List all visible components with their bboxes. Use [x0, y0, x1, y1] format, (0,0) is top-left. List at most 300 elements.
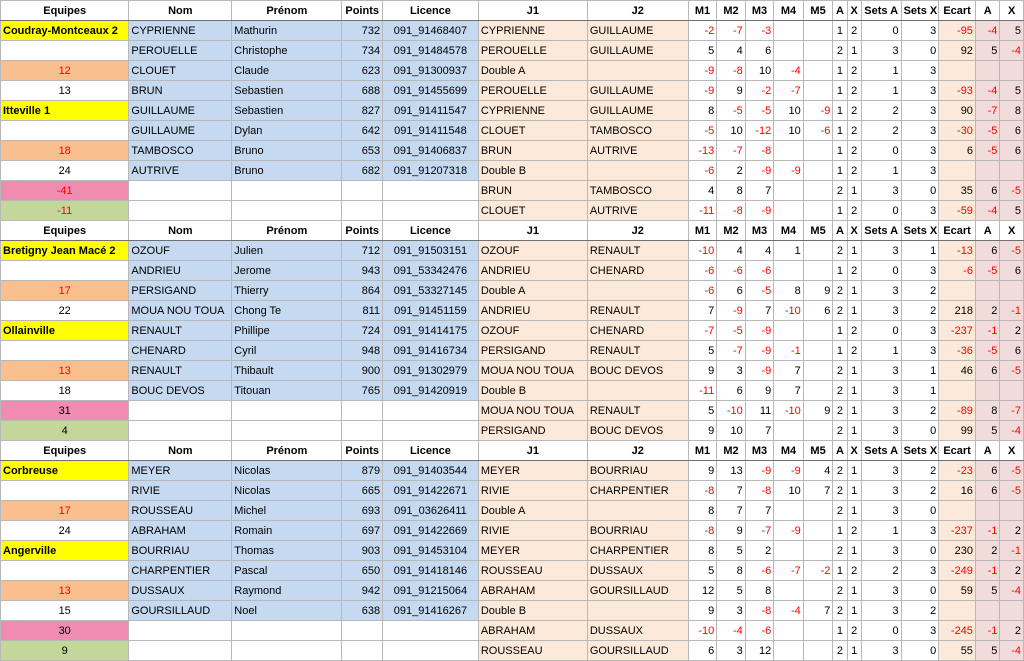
result-a-cell[interactable]: 2 — [833, 301, 847, 321]
result-x-cell[interactable]: 1 — [847, 601, 861, 621]
set-score-cell[interactable]: -8 — [717, 201, 746, 221]
set-score-cell[interactable]: 3 — [717, 641, 746, 661]
set-score-cell[interactable]: 7 — [803, 601, 833, 621]
set-score-cell[interactable]: -13 — [688, 141, 717, 161]
ecart-cell[interactable]: 35 — [939, 181, 976, 201]
player-firstname-cell[interactable] — [232, 401, 342, 421]
player-firstname-cell[interactable]: Thomas — [232, 541, 342, 561]
team-cell[interactable]: 22 — [1, 301, 129, 321]
points-a-cell[interactable]: 5 — [975, 641, 999, 661]
column-header[interactable]: Nom — [129, 441, 232, 461]
sets-x-cell[interactable]: 1 — [901, 241, 939, 261]
ecart-cell[interactable] — [939, 381, 976, 401]
licence-cell[interactable]: 091_91422671 — [383, 481, 479, 501]
result-a-cell[interactable]: 2 — [833, 41, 847, 61]
j1-cell[interactable]: CYPRIENNE — [478, 21, 587, 41]
player-name-cell[interactable] — [129, 201, 232, 221]
points-x-cell[interactable] — [1000, 601, 1024, 621]
player-firstname-cell[interactable]: Romain — [232, 521, 342, 541]
player-firstname-cell[interactable]: Sebastien — [232, 101, 342, 121]
player-name-cell[interactable]: GUILLAUME — [129, 121, 232, 141]
set-score-cell[interactable]: -9 — [688, 81, 717, 101]
points-cell[interactable]: 879 — [342, 461, 383, 481]
sets-x-cell[interactable]: 2 — [901, 481, 939, 501]
j1-cell[interactable]: PEROUELLE — [478, 41, 587, 61]
points-a-cell[interactable] — [975, 501, 999, 521]
set-score-cell[interactable] — [774, 501, 804, 521]
result-x-cell[interactable]: 1 — [847, 461, 861, 481]
column-header[interactable]: J2 — [587, 221, 688, 241]
sets-a-cell[interactable]: 3 — [861, 281, 901, 301]
player-firstname-cell[interactable]: Bruno — [232, 141, 342, 161]
sets-a-cell[interactable]: 3 — [861, 581, 901, 601]
result-x-cell[interactable]: 2 — [847, 81, 861, 101]
result-x-cell[interactable]: 2 — [847, 621, 861, 641]
licence-cell[interactable]: 091_91503151 — [383, 241, 479, 261]
player-firstname-cell[interactable]: Julien — [232, 241, 342, 261]
j1-cell[interactable]: ANDRIEU — [478, 301, 587, 321]
points-cell[interactable] — [342, 401, 383, 421]
set-score-cell[interactable]: 7 — [774, 381, 804, 401]
player-name-cell[interactable]: GOURSILLAUD — [129, 601, 232, 621]
result-a-cell[interactable]: 2 — [833, 501, 847, 521]
points-x-cell[interactable] — [1000, 161, 1024, 181]
column-header[interactable]: Ecart — [939, 1, 976, 21]
points-x-cell[interactable]: -4 — [1000, 41, 1024, 61]
column-header[interactable]: Sets X — [901, 1, 939, 21]
points-cell[interactable]: 734 — [342, 41, 383, 61]
column-header[interactable]: J1 — [478, 221, 587, 241]
sets-x-cell[interactable]: 1 — [901, 361, 939, 381]
column-header[interactable]: M3 — [745, 441, 774, 461]
sets-a-cell[interactable]: 1 — [861, 341, 901, 361]
set-score-cell[interactable]: 7 — [688, 301, 717, 321]
set-score-cell[interactable]: -9 — [745, 461, 774, 481]
player-name-cell[interactable]: CLOUET — [129, 61, 232, 81]
points-cell[interactable]: 864 — [342, 281, 383, 301]
set-score-cell[interactable]: -7 — [688, 321, 717, 341]
set-score-cell[interactable]: -10 — [688, 241, 717, 261]
sets-a-cell[interactable]: 3 — [861, 641, 901, 661]
licence-cell[interactable] — [383, 641, 479, 661]
player-firstname-cell[interactable]: Mathurin — [232, 21, 342, 41]
points-a-cell[interactable] — [975, 281, 999, 301]
points-x-cell[interactable]: 6 — [1000, 121, 1024, 141]
result-x-cell[interactable]: 2 — [847, 101, 861, 121]
player-name-cell[interactable]: MOUA NOU TOUA — [129, 301, 232, 321]
j1-cell[interactable]: Double B — [478, 601, 587, 621]
points-x-cell[interactable]: -1 — [1000, 301, 1024, 321]
player-name-cell[interactable]: RENAULT — [129, 321, 232, 341]
result-a-cell[interactable]: 2 — [833, 421, 847, 441]
j1-cell[interactable]: BRUN — [478, 141, 587, 161]
column-header[interactable]: J1 — [478, 1, 587, 21]
result-x-cell[interactable]: 1 — [847, 301, 861, 321]
points-x-cell[interactable]: 6 — [1000, 341, 1024, 361]
set-score-cell[interactable]: 8 — [717, 561, 746, 581]
player-firstname-cell[interactable]: Christophe — [232, 41, 342, 61]
result-a-cell[interactable]: 2 — [833, 601, 847, 621]
team-cell[interactable]: Bretigny Jean Macé 2 — [1, 241, 129, 261]
j1-cell[interactable]: Double B — [478, 381, 587, 401]
result-a-cell[interactable]: 2 — [833, 381, 847, 401]
licence-cell[interactable]: 091_53342476 — [383, 261, 479, 281]
set-score-cell[interactable]: -7 — [774, 81, 804, 101]
j2-cell[interactable]: RENAULT — [587, 341, 688, 361]
ecart-cell[interactable]: -23 — [939, 461, 976, 481]
ecart-cell[interactable]: -95 — [939, 21, 976, 41]
result-x-cell[interactable]: 2 — [847, 261, 861, 281]
set-score-cell[interactable] — [803, 161, 833, 181]
points-a-cell[interactable]: -4 — [975, 201, 999, 221]
set-score-cell[interactable]: -3 — [745, 21, 774, 41]
sets-x-cell[interactable]: 3 — [901, 201, 939, 221]
ecart-cell[interactable]: 46 — [939, 361, 976, 381]
set-score-cell[interactable]: -7 — [774, 561, 804, 581]
ecart-cell[interactable]: -59 — [939, 201, 976, 221]
points-a-cell[interactable]: -5 — [975, 341, 999, 361]
set-score-cell[interactable]: -10 — [688, 621, 717, 641]
set-score-cell[interactable]: 7 — [717, 501, 746, 521]
sets-a-cell[interactable]: 1 — [861, 161, 901, 181]
column-header[interactable]: M5 — [803, 1, 833, 21]
j2-cell[interactable]: RENAULT — [587, 301, 688, 321]
player-name-cell[interactable]: BRUN — [129, 81, 232, 101]
team-cell[interactable]: Coudray-Montceaux 2 — [1, 21, 129, 41]
set-score-cell[interactable]: -9 — [774, 161, 804, 181]
points-x-cell[interactable]: -1 — [1000, 541, 1024, 561]
column-header[interactable]: J2 — [587, 1, 688, 21]
j1-cell[interactable]: ABRAHAM — [478, 621, 587, 641]
column-header[interactable]: A — [975, 1, 999, 21]
set-score-cell[interactable]: -11 — [688, 201, 717, 221]
points-a-cell[interactable]: 6 — [975, 361, 999, 381]
set-score-cell[interactable]: -9 — [745, 321, 774, 341]
j2-cell[interactable]: CHENARD — [587, 261, 688, 281]
j2-cell[interactable]: RENAULT — [587, 401, 688, 421]
j2-cell[interactable]: GUILLAUME — [587, 81, 688, 101]
j2-cell[interactable] — [587, 501, 688, 521]
ecart-cell[interactable]: -13 — [939, 241, 976, 261]
sets-x-cell[interactable]: 3 — [901, 101, 939, 121]
points-cell[interactable]: 653 — [342, 141, 383, 161]
points-a-cell[interactable]: -4 — [975, 81, 999, 101]
result-x-cell[interactable]: 1 — [847, 401, 861, 421]
result-x-cell[interactable]: 1 — [847, 541, 861, 561]
sets-a-cell[interactable]: 3 — [861, 541, 901, 561]
points-x-cell[interactable]: 2 — [1000, 521, 1024, 541]
points-a-cell[interactable]: 5 — [975, 41, 999, 61]
j2-cell[interactable]: GOURSILLAUD — [587, 641, 688, 661]
points-a-cell[interactable]: 6 — [975, 481, 999, 501]
j1-cell[interactable]: MOUA NOU TOUA — [478, 361, 587, 381]
points-a-cell[interactable]: 8 — [975, 401, 999, 421]
licence-cell[interactable]: 091_91416734 — [383, 341, 479, 361]
ecart-cell[interactable]: -30 — [939, 121, 976, 141]
set-score-cell[interactable]: 6 — [688, 641, 717, 661]
j2-cell[interactable]: TAMBOSCO — [587, 121, 688, 141]
points-cell[interactable]: 900 — [342, 361, 383, 381]
result-a-cell[interactable]: 1 — [833, 521, 847, 541]
set-score-cell[interactable]: 7 — [745, 301, 774, 321]
player-name-cell[interactable]: ABRAHAM — [129, 521, 232, 541]
sets-x-cell[interactable]: 0 — [901, 181, 939, 201]
column-header[interactable]: Licence — [383, 441, 479, 461]
points-x-cell[interactable]: 5 — [1000, 201, 1024, 221]
column-header[interactable]: J2 — [587, 441, 688, 461]
team-cell[interactable] — [1, 261, 129, 281]
column-header[interactable]: Nom — [129, 1, 232, 21]
team-cell[interactable]: 17 — [1, 281, 129, 301]
player-name-cell[interactable]: MEYER — [129, 461, 232, 481]
points-x-cell[interactable]: -5 — [1000, 361, 1024, 381]
j1-cell[interactable]: RIVIE — [478, 521, 587, 541]
player-firstname-cell[interactable]: Nicolas — [232, 461, 342, 481]
points-cell[interactable]: 665 — [342, 481, 383, 501]
set-score-cell[interactable]: -6 — [717, 261, 746, 281]
column-header[interactable]: Ecart — [939, 221, 976, 241]
set-score-cell[interactable]: -5 — [717, 101, 746, 121]
player-firstname-cell[interactable]: Thibault — [232, 361, 342, 381]
set-score-cell[interactable] — [774, 181, 804, 201]
points-a-cell[interactable]: -1 — [975, 621, 999, 641]
sets-a-cell[interactable]: 3 — [861, 481, 901, 501]
set-score-cell[interactable]: -9 — [745, 361, 774, 381]
points-a-cell[interactable] — [975, 601, 999, 621]
ecart-cell[interactable] — [939, 281, 976, 301]
j1-cell[interactable]: MEYER — [478, 541, 587, 561]
set-score-cell[interactable]: -1 — [774, 341, 804, 361]
ecart-cell[interactable]: 218 — [939, 301, 976, 321]
player-name-cell[interactable]: BOUC DEVOS — [129, 381, 232, 401]
set-score-cell[interactable] — [774, 321, 804, 341]
set-score-cell[interactable]: 5 — [688, 341, 717, 361]
team-cell[interactable]: 13 — [1, 581, 129, 601]
set-score-cell[interactable]: 7 — [745, 181, 774, 201]
column-header[interactable]: A — [975, 221, 999, 241]
set-score-cell[interactable]: -9 — [745, 161, 774, 181]
points-cell[interactable]: 724 — [342, 321, 383, 341]
set-score-cell[interactable] — [774, 541, 804, 561]
ecart-cell[interactable] — [939, 161, 976, 181]
column-header[interactable]: J1 — [478, 441, 587, 461]
ecart-cell[interactable]: -249 — [939, 561, 976, 581]
licence-cell[interactable]: 091_91468407 — [383, 21, 479, 41]
points-cell[interactable]: 642 — [342, 121, 383, 141]
column-header[interactable]: Licence — [383, 1, 479, 21]
column-header[interactable]: A — [833, 441, 847, 461]
column-header[interactable]: X — [847, 1, 861, 21]
column-header[interactable]: M4 — [774, 221, 804, 241]
licence-cell[interactable]: 091_91302979 — [383, 361, 479, 381]
set-score-cell[interactable]: 9 — [803, 281, 833, 301]
result-a-cell[interactable]: 1 — [833, 141, 847, 161]
result-a-cell[interactable]: 1 — [833, 201, 847, 221]
set-score-cell[interactable]: -10 — [774, 301, 804, 321]
set-score-cell[interactable]: 4 — [745, 241, 774, 261]
column-header[interactable]: Prénom — [232, 1, 342, 21]
points-a-cell[interactable]: 5 — [975, 421, 999, 441]
player-firstname-cell[interactable] — [232, 201, 342, 221]
team-cell[interactable]: 24 — [1, 161, 129, 181]
set-score-cell[interactable] — [803, 521, 833, 541]
column-header[interactable]: A — [833, 221, 847, 241]
set-score-cell[interactable]: 4 — [803, 461, 833, 481]
set-score-cell[interactable] — [803, 41, 833, 61]
result-x-cell[interactable]: 1 — [847, 361, 861, 381]
points-cell[interactable]: 623 — [342, 61, 383, 81]
set-score-cell[interactable]: 7 — [745, 501, 774, 521]
team-cell[interactable]: 18 — [1, 141, 129, 161]
player-name-cell[interactable] — [129, 641, 232, 661]
sets-x-cell[interactable]: 3 — [901, 81, 939, 101]
sets-a-cell[interactable]: 0 — [861, 621, 901, 641]
set-score-cell[interactable]: -6 — [745, 561, 774, 581]
team-cell[interactable] — [1, 561, 129, 581]
team-cell[interactable]: 15 — [1, 601, 129, 621]
column-header[interactable]: Equipes — [1, 441, 129, 461]
set-score-cell[interactable]: -7 — [717, 21, 746, 41]
set-score-cell[interactable]: 13 — [717, 461, 746, 481]
result-a-cell[interactable]: 2 — [833, 241, 847, 261]
set-score-cell[interactable]: 7 — [774, 361, 804, 381]
set-score-cell[interactable] — [803, 641, 833, 661]
j1-cell[interactable]: ROUSSEAU — [478, 641, 587, 661]
column-header[interactable]: Points — [342, 1, 383, 21]
set-score-cell[interactable] — [803, 341, 833, 361]
set-score-cell[interactable]: -5 — [688, 121, 717, 141]
result-a-cell[interactable]: 2 — [833, 581, 847, 601]
j1-cell[interactable]: ANDRIEU — [478, 261, 587, 281]
sets-a-cell[interactable]: 0 — [861, 321, 901, 341]
column-header[interactable]: M1 — [688, 221, 717, 241]
column-header[interactable]: Sets A — [861, 221, 901, 241]
points-cell[interactable] — [342, 181, 383, 201]
licence-cell[interactable]: 091_91207318 — [383, 161, 479, 181]
set-score-cell[interactable]: 6 — [717, 281, 746, 301]
result-a-cell[interactable]: 1 — [833, 161, 847, 181]
set-score-cell[interactable] — [803, 541, 833, 561]
licence-cell[interactable]: 091_91215064 — [383, 581, 479, 601]
j2-cell[interactable]: BOURRIAU — [587, 521, 688, 541]
team-cell[interactable]: Corbreuse — [1, 461, 129, 481]
set-score-cell[interactable]: -7 — [745, 521, 774, 541]
points-a-cell[interactable]: -1 — [975, 521, 999, 541]
column-header[interactable]: M3 — [745, 221, 774, 241]
column-header[interactable]: Sets A — [861, 441, 901, 461]
set-score-cell[interactable]: -9 — [717, 301, 746, 321]
player-firstname-cell[interactable] — [232, 641, 342, 661]
points-x-cell[interactable]: 5 — [1000, 21, 1024, 41]
set-score-cell[interactable]: 10 — [774, 101, 804, 121]
set-score-cell[interactable]: 10 — [745, 61, 774, 81]
column-header[interactable]: Sets X — [901, 441, 939, 461]
column-header[interactable]: Licence — [383, 221, 479, 241]
j2-cell[interactable]: RENAULT — [587, 241, 688, 261]
result-x-cell[interactable]: 1 — [847, 501, 861, 521]
result-x-cell[interactable]: 2 — [847, 21, 861, 41]
set-score-cell[interactable]: -2 — [688, 21, 717, 41]
set-score-cell[interactable]: 9 — [688, 421, 717, 441]
ecart-cell[interactable]: 90 — [939, 101, 976, 121]
points-a-cell[interactable] — [975, 61, 999, 81]
j1-cell[interactable]: MEYER — [478, 461, 587, 481]
team-cell[interactable]: -11 — [1, 201, 129, 221]
set-score-cell[interactable]: 1 — [774, 241, 804, 261]
player-name-cell[interactable]: GUILLAUME — [129, 101, 232, 121]
set-score-cell[interactable] — [803, 381, 833, 401]
column-header[interactable]: Sets X — [901, 221, 939, 241]
column-header[interactable]: X — [1000, 221, 1024, 241]
points-cell[interactable]: 688 — [342, 81, 383, 101]
player-firstname-cell[interactable]: Cyril — [232, 341, 342, 361]
points-cell[interactable]: 682 — [342, 161, 383, 181]
player-firstname-cell[interactable] — [232, 421, 342, 441]
points-x-cell[interactable]: -4 — [1000, 641, 1024, 661]
column-header[interactable]: M2 — [717, 221, 746, 241]
set-score-cell[interactable]: 10 — [774, 121, 804, 141]
set-score-cell[interactable]: -5 — [717, 321, 746, 341]
result-x-cell[interactable]: 2 — [847, 161, 861, 181]
team-cell[interactable] — [1, 121, 129, 141]
sets-x-cell[interactable]: 2 — [901, 401, 939, 421]
points-a-cell[interactable]: 2 — [975, 301, 999, 321]
player-firstname-cell[interactable]: Sebastien — [232, 81, 342, 101]
set-score-cell[interactable]: 5 — [717, 581, 746, 601]
licence-cell[interactable]: 091_91411547 — [383, 101, 479, 121]
column-header[interactable]: Prénom — [232, 441, 342, 461]
set-score-cell[interactable] — [774, 141, 804, 161]
j2-cell[interactable]: CHARPENTIER — [587, 541, 688, 561]
player-name-cell[interactable] — [129, 421, 232, 441]
result-a-cell[interactable]: 2 — [833, 361, 847, 381]
points-cell[interactable]: 948 — [342, 341, 383, 361]
result-x-cell[interactable]: 1 — [847, 581, 861, 601]
points-a-cell[interactable]: 6 — [975, 241, 999, 261]
team-cell[interactable]: Itteville 1 — [1, 101, 129, 121]
result-x-cell[interactable]: 1 — [847, 641, 861, 661]
result-a-cell[interactable]: 1 — [833, 261, 847, 281]
set-score-cell[interactable]: -9 — [774, 521, 804, 541]
licence-cell[interactable]: 091_91422669 — [383, 521, 479, 541]
team-cell[interactable]: 4 — [1, 421, 129, 441]
points-x-cell[interactable]: 2 — [1000, 621, 1024, 641]
set-score-cell[interactable] — [774, 21, 804, 41]
j2-cell[interactable]: AUTRIVE — [587, 201, 688, 221]
points-x-cell[interactable]: 5 — [1000, 81, 1024, 101]
team-cell[interactable] — [1, 481, 129, 501]
sets-a-cell[interactable]: 0 — [861, 201, 901, 221]
column-header[interactable]: M4 — [774, 1, 804, 21]
points-cell[interactable]: 943 — [342, 261, 383, 281]
j1-cell[interactable]: BRUN — [478, 181, 587, 201]
j1-cell[interactable]: PERSIGAND — [478, 341, 587, 361]
set-score-cell[interactable]: 9 — [688, 361, 717, 381]
set-score-cell[interactable]: 5 — [688, 401, 717, 421]
player-firstname-cell[interactable] — [232, 181, 342, 201]
set-score-cell[interactable] — [803, 21, 833, 41]
set-score-cell[interactable]: -6 — [688, 161, 717, 181]
set-score-cell[interactable] — [803, 361, 833, 381]
set-score-cell[interactable]: 8 — [688, 101, 717, 121]
result-x-cell[interactable]: 2 — [847, 561, 861, 581]
player-name-cell[interactable]: CHENARD — [129, 341, 232, 361]
player-firstname-cell[interactable]: Chong Te — [232, 301, 342, 321]
player-firstname-cell[interactable]: Dylan — [232, 121, 342, 141]
result-a-cell[interactable]: 1 — [833, 621, 847, 641]
licence-cell[interactable]: 091_91414175 — [383, 321, 479, 341]
points-a-cell[interactable]: 6 — [975, 181, 999, 201]
